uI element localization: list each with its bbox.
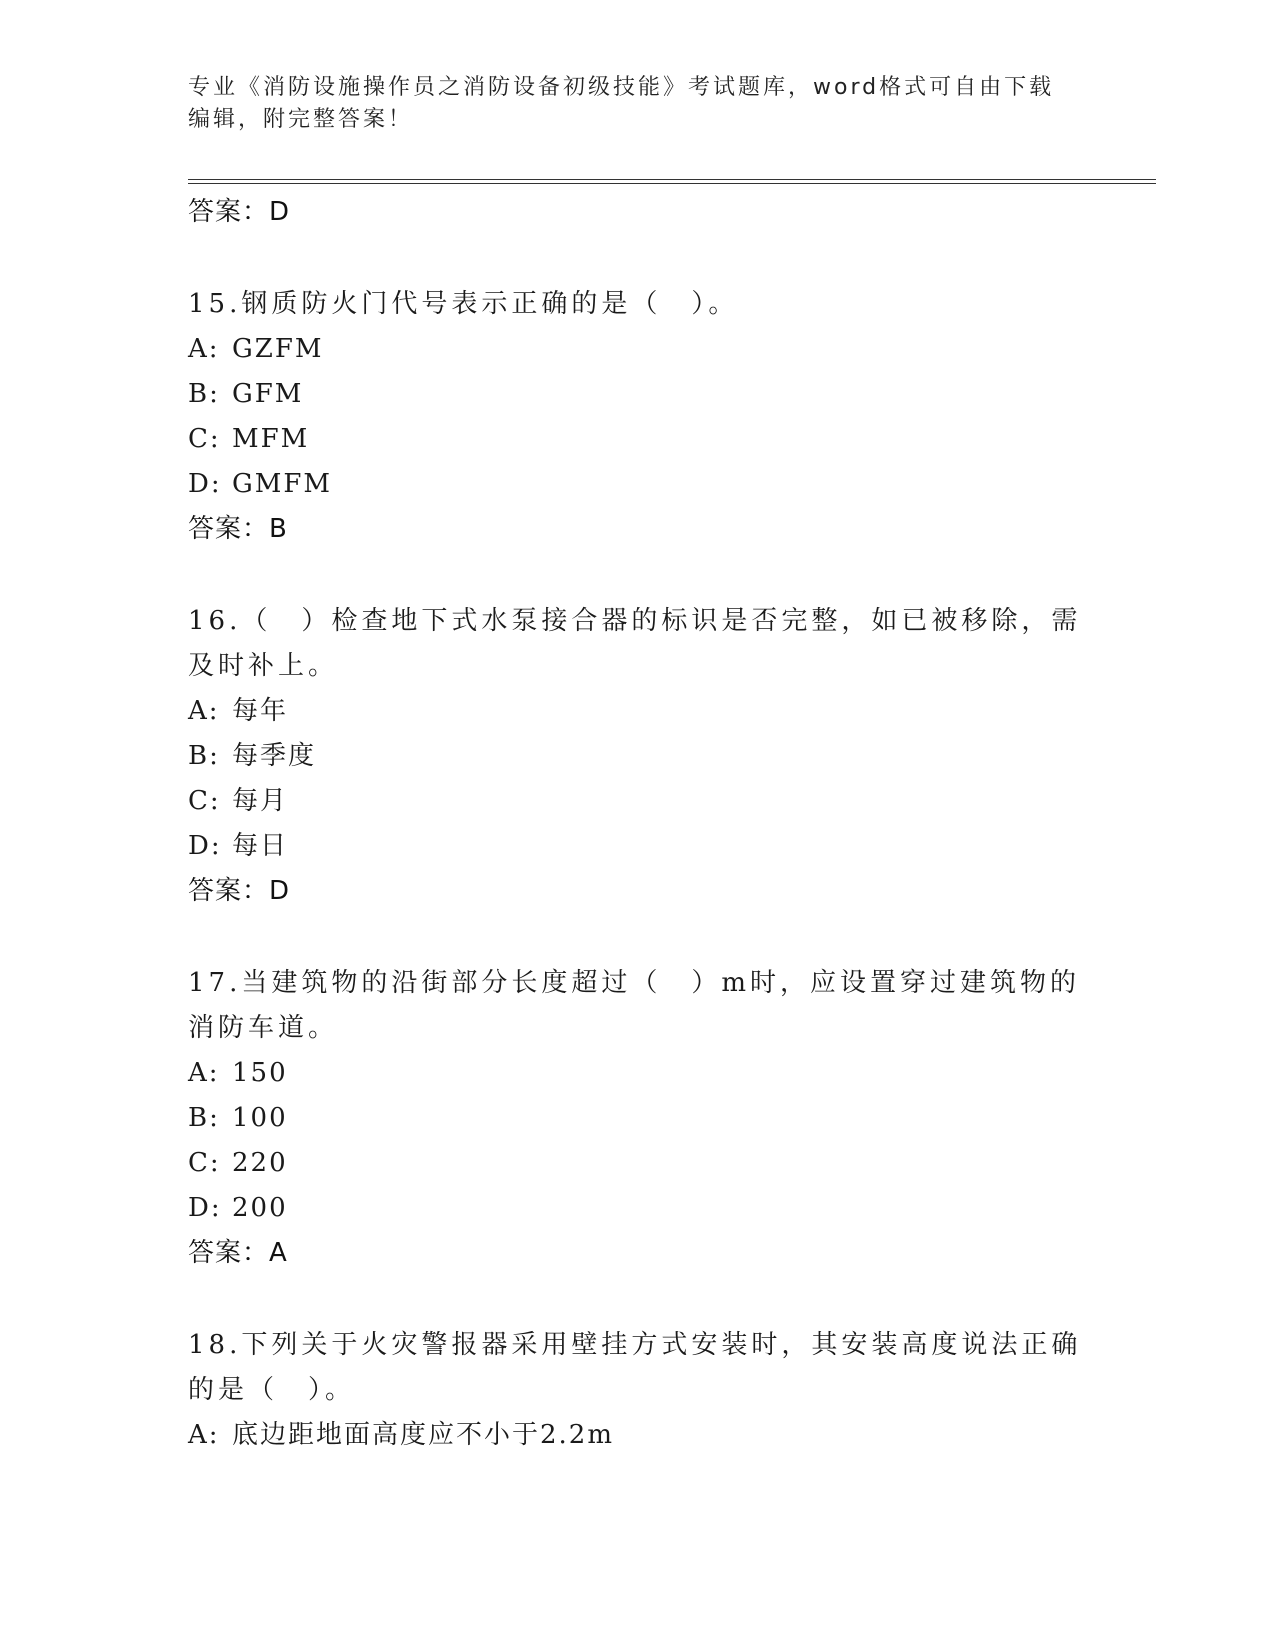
option-key: B: bbox=[188, 1103, 220, 1133]
option-key: C: bbox=[188, 1148, 221, 1178]
option-text: 每季度 bbox=[232, 741, 317, 771]
option-a bbox=[188, 689, 1088, 734]
option-key: A: bbox=[188, 1058, 220, 1088]
option-text: GMFM bbox=[232, 469, 333, 499]
option-text: GFM bbox=[232, 379, 304, 409]
option-key: D: bbox=[188, 1193, 222, 1223]
question-16 bbox=[188, 599, 1088, 913]
option-text: 200 bbox=[232, 1193, 288, 1223]
option-key: D: bbox=[188, 831, 222, 861]
option-b bbox=[188, 734, 1088, 779]
option-key: B: bbox=[188, 741, 220, 771]
option-key: A: bbox=[188, 696, 220, 726]
document-header: 专业《消防设施操作员之消防设备初级技能》考试题库，word格式可自由下载编辑，附完整答案！ bbox=[188, 75, 1055, 132]
option-b bbox=[188, 372, 1088, 417]
option-c bbox=[188, 417, 1088, 462]
option-key: C: bbox=[188, 786, 221, 816]
answer-line: 答案：D bbox=[188, 197, 291, 227]
header-divider bbox=[188, 179, 1156, 180]
option-text: GZFM bbox=[232, 334, 324, 364]
option-text: 每月 bbox=[232, 786, 289, 816]
answer-line: 答案：A bbox=[188, 1238, 288, 1268]
question-18 bbox=[188, 1323, 1088, 1458]
answer-line: 答案：B bbox=[188, 514, 288, 544]
option-a bbox=[188, 1051, 1088, 1096]
option-key: A: bbox=[188, 334, 220, 364]
header-divider-secondary bbox=[188, 183, 1156, 184]
option-text: 每年 bbox=[232, 696, 289, 726]
option-text: 底边距地面高度应不小于2.2m bbox=[232, 1420, 615, 1450]
question-text: 17.当建筑物的沿街部分长度超过（ ）m时，应设置穿过建筑物的消防车道。 bbox=[188, 968, 1081, 1043]
option-d bbox=[188, 824, 1088, 869]
question-list bbox=[188, 190, 1088, 1458]
question-text: 18.下列关于火灾警报器采用壁挂方式安装时，其安装高度说法正确的是（ ）。 bbox=[188, 1330, 1082, 1405]
question-17 bbox=[188, 961, 1088, 1275]
option-key: B: bbox=[188, 379, 220, 409]
option-key: C: bbox=[188, 424, 221, 454]
option-c bbox=[188, 1141, 1088, 1186]
option-c bbox=[188, 779, 1088, 824]
question-text: 15.钢质防火门代号表示正确的是（ ）。 bbox=[188, 289, 739, 319]
option-key: D: bbox=[188, 469, 222, 499]
question-text: 16.（ ）检查地下式水泵接合器的标识是否完整，如已被移除，需及时补上。 bbox=[188, 606, 1082, 681]
option-a bbox=[188, 1413, 1088, 1458]
option-text: 100 bbox=[232, 1103, 288, 1133]
option-b bbox=[188, 1096, 1088, 1141]
option-d bbox=[188, 462, 1088, 507]
option-d bbox=[188, 1186, 1088, 1231]
option-text: 220 bbox=[232, 1148, 288, 1178]
option-key: A: bbox=[188, 1420, 220, 1450]
option-text: 150 bbox=[232, 1058, 288, 1088]
answer-line: 答案：D bbox=[188, 876, 291, 906]
option-text: MFM bbox=[232, 424, 310, 454]
question-15 bbox=[188, 282, 1088, 551]
option-text: 每日 bbox=[232, 831, 289, 861]
option-a bbox=[188, 327, 1088, 372]
